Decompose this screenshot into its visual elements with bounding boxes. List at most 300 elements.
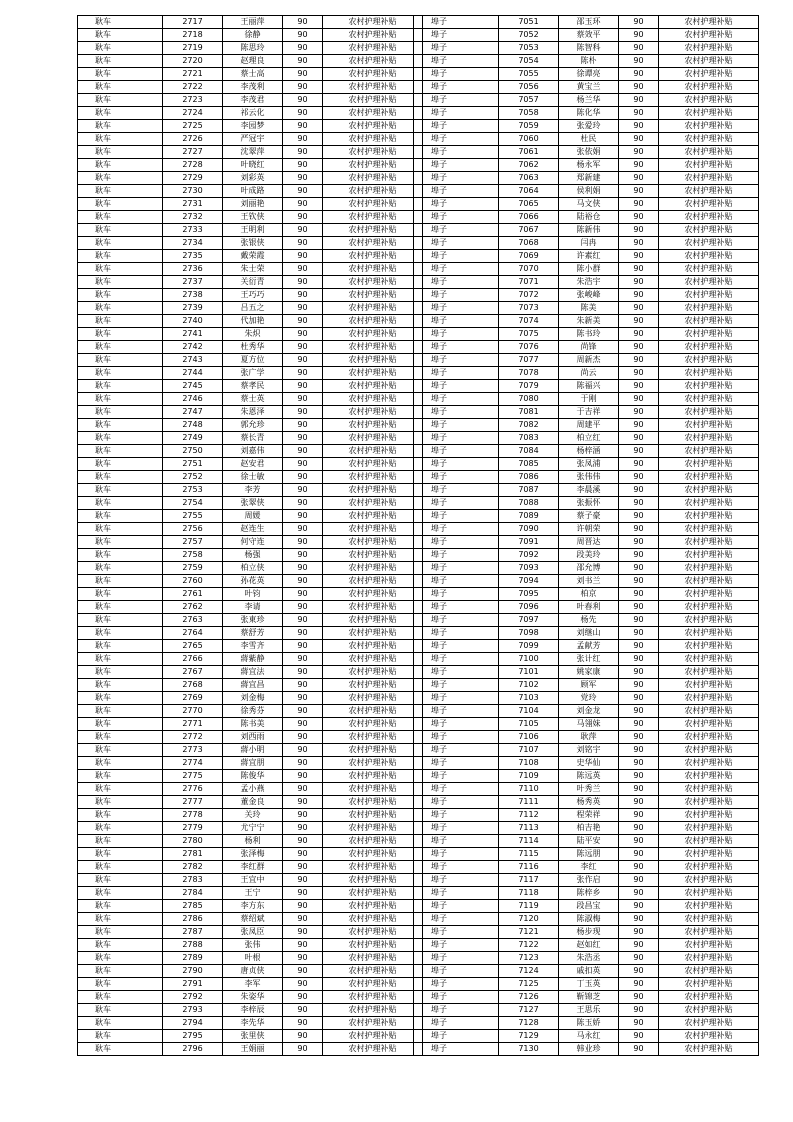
record-number-cell: 7097 [499,614,559,627]
record-number-cell: 7086 [499,471,559,484]
table-row [78,341,423,354]
town-cell: 耿车 [78,978,163,991]
name-cell: 周建平 [559,419,619,432]
name-cell: 何守连 [223,536,283,549]
record-number-cell: 2723 [163,94,223,107]
subsidy-type-cell: 农村护理补贴 [323,510,423,523]
subsidy-type-cell: 农村护理补贴 [323,640,423,653]
record-number-cell: 7065 [499,198,559,211]
subsidy-type-cell: 农村护理补贴 [323,588,423,601]
town-cell: 耿车 [78,211,163,224]
table-row [414,952,759,965]
amount-cell: 90 [283,419,323,432]
subsidy-type-cell: 农村护理补贴 [323,328,423,341]
amount-cell: 90 [619,627,659,640]
amount-cell: 90 [283,874,323,887]
name-cell: 李芳 [223,484,283,497]
town-cell: 埠子 [414,705,499,718]
table-row [414,640,759,653]
amount-cell: 90 [619,159,659,172]
amount-cell: 90 [283,705,323,718]
town-cell: 埠子 [414,523,499,536]
record-number-cell: 7083 [499,432,559,445]
subsidy-type-cell: 农村护理补贴 [323,627,423,640]
town-cell: 耿车 [78,484,163,497]
table-row [78,68,423,81]
name-cell: 蔣小明 [223,744,283,757]
name-cell: 蔡子豪 [559,510,619,523]
name-cell: 刘铭宇 [559,744,619,757]
record-number-cell: 2728 [163,159,223,172]
name-cell: 叶钧 [223,588,283,601]
town-cell: 耿车 [78,614,163,627]
subsidy-type-cell: 农村护理补贴 [323,419,423,432]
table-row [414,276,759,289]
town-cell: 埠子 [414,497,499,510]
record-number-cell: 7055 [499,68,559,81]
town-cell: 耿车 [78,1043,163,1056]
table-row [414,562,759,575]
name-cell: 李军 [223,978,283,991]
town-cell: 埠子 [414,991,499,1004]
record-number-cell: 2753 [163,484,223,497]
subsidy-type-cell: 农村护理补贴 [659,185,759,198]
subsidy-type-cell: 农村护理补贴 [659,107,759,120]
subsidy-type-cell: 农村护理补贴 [659,809,759,822]
record-number-cell: 7128 [499,1017,559,1030]
table-row [78,354,423,367]
name-cell: 蔡士高 [223,68,283,81]
name-cell: 朱浩丞 [559,952,619,965]
table-row [78,653,423,666]
table-row [78,276,423,289]
amount-cell: 90 [619,900,659,913]
town-cell: 埠子 [414,627,499,640]
town-cell: 埠子 [414,1004,499,1017]
amount-cell: 90 [283,614,323,627]
amount-cell: 90 [619,1017,659,1030]
amount-cell: 90 [619,861,659,874]
record-number-cell: 7062 [499,159,559,172]
name-cell: 杨先 [559,614,619,627]
subsidy-type-cell: 农村护理补贴 [323,965,423,978]
record-number-cell: 2748 [163,419,223,432]
town-cell: 耿车 [78,835,163,848]
table-row [414,861,759,874]
table-row [414,211,759,224]
name-cell: 朱炽 [223,328,283,341]
name-cell: 陈福兴 [559,380,619,393]
town-cell: 耿车 [78,1017,163,1030]
town-cell: 耿车 [78,757,163,770]
amount-cell: 90 [283,289,323,302]
name-cell: 陆平安 [559,835,619,848]
town-cell: 耿车 [78,900,163,913]
subsidy-type-cell: 农村护理补贴 [323,445,423,458]
name-cell: 蔡长青 [223,432,283,445]
amount-cell: 90 [619,16,659,29]
town-cell: 埠子 [414,744,499,757]
subsidy-type-cell: 农村护理补贴 [323,341,423,354]
table-row [414,965,759,978]
name-cell: 蔡士英 [223,393,283,406]
subsidy-type-cell: 农村护理补贴 [323,783,423,796]
table-row [414,497,759,510]
record-number-cell: 7106 [499,731,559,744]
amount-cell: 90 [283,497,323,510]
town-cell: 耿车 [78,289,163,302]
subsidy-type-cell: 农村护理补贴 [323,94,423,107]
record-number-cell: 7105 [499,718,559,731]
amount-cell: 90 [283,1043,323,1056]
town-cell: 耿车 [78,367,163,380]
town-cell: 埠子 [414,835,499,848]
name-cell: 徐静 [223,29,283,42]
record-number-cell: 7072 [499,289,559,302]
town-cell: 耿车 [78,302,163,315]
subsidy-type-cell: 农村护理补贴 [323,978,423,991]
subsidy-type-cell: 农村护理补贴 [659,510,759,523]
amount-cell: 90 [283,94,323,107]
record-number-cell: 2762 [163,601,223,614]
subsidy-type-cell: 农村护理补贴 [659,146,759,159]
name-cell: 马永红 [559,1030,619,1043]
amount-cell: 90 [283,458,323,471]
subsidy-type-cell: 农村护理补贴 [659,861,759,874]
amount-cell: 90 [283,991,323,1004]
record-number-cell: 7064 [499,185,559,198]
town-cell: 埠子 [414,406,499,419]
subsidy-type-cell: 农村护理补贴 [659,328,759,341]
table-row [78,302,423,315]
name-cell: 蔡效平 [559,29,619,42]
name-cell: 刘继山 [559,627,619,640]
town-cell: 耿车 [78,120,163,133]
table-row [78,796,423,809]
subsidy-type-cell: 农村护理补贴 [659,68,759,81]
subsidy-type-cell: 农村护理补贴 [659,991,759,1004]
record-number-cell: 7111 [499,796,559,809]
subsidy-type-cell: 农村护理补贴 [323,653,423,666]
town-cell: 埠子 [414,42,499,55]
name-cell: 赵安君 [223,458,283,471]
amount-cell: 90 [619,549,659,562]
name-cell: 蔣宜昌 [223,679,283,692]
amount-cell: 90 [283,510,323,523]
town-cell: 埠子 [414,146,499,159]
record-number-cell: 7112 [499,809,559,822]
town-cell: 耿车 [78,16,163,29]
name-cell: 陈淑梅 [559,913,619,926]
amount-cell: 90 [283,1004,323,1017]
table-row [78,705,423,718]
amount-cell: 90 [283,55,323,68]
record-number-cell: 7123 [499,952,559,965]
subsidy-type-cell: 农村护理补贴 [323,692,423,705]
table-row [78,432,423,445]
name-cell: 关衍青 [223,276,283,289]
record-number-cell: 7075 [499,328,559,341]
subsidy-type-cell: 农村护理补贴 [659,913,759,926]
amount-cell: 90 [283,484,323,497]
subsidy-type-cell: 农村护理补贴 [323,250,423,263]
record-number-cell: 2743 [163,354,223,367]
subsidy-type-cell: 农村护理补贴 [659,523,759,536]
town-cell: 耿车 [78,562,163,575]
name-cell: 张广学 [223,367,283,380]
table-row [414,458,759,471]
table-row [414,536,759,549]
name-cell: 叶根 [223,952,283,965]
amount-cell: 90 [619,146,659,159]
subsidy-type-cell: 农村护理补贴 [323,913,423,926]
name-cell: 张依娟 [559,146,619,159]
record-number-cell: 2718 [163,29,223,42]
town-cell: 埠子 [414,952,499,965]
town-cell: 埠子 [414,783,499,796]
town-cell: 埠子 [414,640,499,653]
subsidy-type-cell: 农村护理补贴 [323,315,423,328]
table-row [78,107,423,120]
subsidy-type-cell: 农村护理补贴 [323,822,423,835]
town-cell: 耿车 [78,679,163,692]
amount-cell: 90 [619,1004,659,1017]
amount-cell: 90 [619,562,659,575]
amount-cell: 90 [283,328,323,341]
record-number-cell: 2721 [163,68,223,81]
record-number-cell: 7095 [499,588,559,601]
amount-cell: 90 [619,107,659,120]
record-number-cell: 2760 [163,575,223,588]
subsidy-type-cell: 农村护理补贴 [323,367,423,380]
subsidy-type-cell: 农村护理补贴 [659,1043,759,1056]
table-row [414,510,759,523]
town-cell: 埠子 [414,926,499,939]
town-cell: 耿车 [78,783,163,796]
town-cell: 埠子 [414,133,499,146]
record-number-cell: 7079 [499,380,559,393]
amount-cell: 90 [619,406,659,419]
subsidy-type-cell: 农村护理补贴 [323,133,423,146]
table-row [414,94,759,107]
town-cell: 埠子 [414,796,499,809]
subsidy-type-cell: 农村护理补贴 [323,731,423,744]
subsidy-type-cell: 农村护理补贴 [659,224,759,237]
record-number-cell: 2793 [163,1004,223,1017]
subsidy-type-cell: 农村护理补贴 [659,393,759,406]
amount-cell: 90 [283,718,323,731]
table-row [78,1030,423,1043]
amount-cell: 90 [619,354,659,367]
town-cell: 埠子 [414,107,499,120]
town-cell: 耿车 [78,861,163,874]
subsidy-type-cell: 农村护理补贴 [323,1017,423,1030]
amount-cell: 90 [283,471,323,484]
table-row [414,679,759,692]
name-cell: 戚扣英 [559,965,619,978]
amount-cell: 90 [283,757,323,770]
record-number-cell: 7102 [499,679,559,692]
town-cell: 耿车 [78,640,163,653]
name-cell: 闫冉 [559,237,619,250]
table-row [78,536,423,549]
town-cell: 耿车 [78,939,163,952]
record-number-cell: 2767 [163,666,223,679]
town-cell: 耿车 [78,393,163,406]
name-cell: 蔣宜法 [223,666,283,679]
amount-cell: 90 [619,510,659,523]
record-number-cell: 2791 [163,978,223,991]
table-row [414,393,759,406]
record-number-cell: 2720 [163,55,223,68]
name-cell: 杨利 [223,835,283,848]
record-number-cell: 7098 [499,627,559,640]
record-number-cell: 7093 [499,562,559,575]
town-cell: 耿车 [78,419,163,432]
town-cell: 埠子 [414,315,499,328]
amount-cell: 90 [283,588,323,601]
amount-cell: 90 [283,965,323,978]
town-cell: 埠子 [414,653,499,666]
table-row [78,887,423,900]
name-cell: 蔣宜朋 [223,757,283,770]
record-number-cell: 2764 [163,627,223,640]
name-cell: 陈梓乡 [559,887,619,900]
table-row [414,809,759,822]
table-row [414,926,759,939]
subsidy-type-cell: 农村护理补贴 [323,718,423,731]
town-cell: 耿车 [78,965,163,978]
name-cell: 张计红 [559,653,619,666]
subsidy-type-cell: 农村护理补贴 [323,16,423,29]
table-row [414,250,759,263]
table-row [414,1004,759,1017]
amount-cell: 90 [283,302,323,315]
town-cell: 耿车 [78,185,163,198]
town-cell: 耿车 [78,588,163,601]
table-row [414,692,759,705]
town-cell: 耿车 [78,341,163,354]
name-cell: 柏立红 [559,432,619,445]
record-number-cell: 7060 [499,133,559,146]
amount-cell: 90 [283,679,323,692]
amount-cell: 90 [283,900,323,913]
name-cell: 张翠侠 [223,497,283,510]
amount-cell: 90 [619,913,659,926]
amount-cell: 90 [619,731,659,744]
table-row [414,55,759,68]
amount-cell: 90 [619,380,659,393]
record-number-cell: 2752 [163,471,223,484]
amount-cell: 90 [283,822,323,835]
table-row [78,406,423,419]
amount-cell: 90 [619,55,659,68]
record-number-cell: 2768 [163,679,223,692]
table-row [414,744,759,757]
amount-cell: 90 [283,913,323,926]
subsidy-type-cell: 农村护理补贴 [659,120,759,133]
subsidy-type-cell: 农村护理补贴 [323,744,423,757]
amount-cell: 90 [619,172,659,185]
amount-cell: 90 [283,68,323,81]
table-row [78,718,423,731]
table-row [78,237,423,250]
record-number-cell: 7104 [499,705,559,718]
town-cell: 耿车 [78,198,163,211]
table-row [78,133,423,146]
name-cell: 蔡孝民 [223,380,283,393]
subsidy-type-cell: 农村护理补贴 [323,484,423,497]
subsidy-type-cell: 农村护理补贴 [659,705,759,718]
amount-cell: 90 [619,185,659,198]
subsidy-type-cell: 农村护理补贴 [323,523,423,536]
subsidy-type-cell: 农村护理补贴 [659,302,759,315]
amount-cell: 90 [283,198,323,211]
subsidy-type-cell: 农村护理补贴 [659,549,759,562]
name-cell: 党玲 [559,692,619,705]
record-number-cell: 2747 [163,406,223,419]
subsidy-type-cell: 农村护理补贴 [323,393,423,406]
subsidy-type-cell: 农村护理补贴 [659,952,759,965]
amount-cell: 90 [619,445,659,458]
subsidy-type-cell: 农村护理补贴 [659,653,759,666]
name-cell: 陈思玲 [223,42,283,55]
subsidy-type-cell: 农村护理补贴 [323,848,423,861]
record-number-cell: 2719 [163,42,223,55]
amount-cell: 90 [283,796,323,809]
town-cell: 耿车 [78,666,163,679]
name-cell: 靳锦芝 [559,991,619,1004]
table-row [414,575,759,588]
subsidy-type-cell: 农村护理补贴 [323,159,423,172]
subsidy-type-cell: 农村护理补贴 [323,198,423,211]
town-cell: 耿车 [78,354,163,367]
amount-cell: 90 [283,263,323,276]
table-row [78,926,423,939]
table-row [414,887,759,900]
amount-cell: 90 [619,874,659,887]
record-number-cell: 2741 [163,328,223,341]
record-number-cell: 7092 [499,549,559,562]
amount-cell: 90 [619,237,659,250]
name-cell: 赵如红 [559,939,619,952]
name-cell: 李请 [223,601,283,614]
town-cell: 耿车 [78,328,163,341]
table-row [78,1017,423,1030]
name-cell: 赵连生 [223,523,283,536]
town-cell: 耿车 [78,575,163,588]
town-cell: 埠子 [414,679,499,692]
table-row [414,588,759,601]
town-cell: 埠子 [414,978,499,991]
subsidy-type-cell: 农村护理补贴 [323,276,423,289]
amount-cell: 90 [619,276,659,289]
record-number-cell: 7122 [499,939,559,952]
name-cell: 孙花英 [223,575,283,588]
table-row [414,198,759,211]
table-row [78,263,423,276]
subsidy-type-cell: 农村护理补贴 [323,1030,423,1043]
town-cell: 耿车 [78,471,163,484]
amount-cell: 90 [619,29,659,42]
name-cell: 李雪齐 [223,640,283,653]
table-row [414,237,759,250]
name-cell: 李红群 [223,861,283,874]
subsidy-type-cell: 农村护理补贴 [659,692,759,705]
amount-cell: 90 [283,107,323,120]
record-number-cell: 7120 [499,913,559,926]
subsidy-type-cell: 农村护理补贴 [323,900,423,913]
